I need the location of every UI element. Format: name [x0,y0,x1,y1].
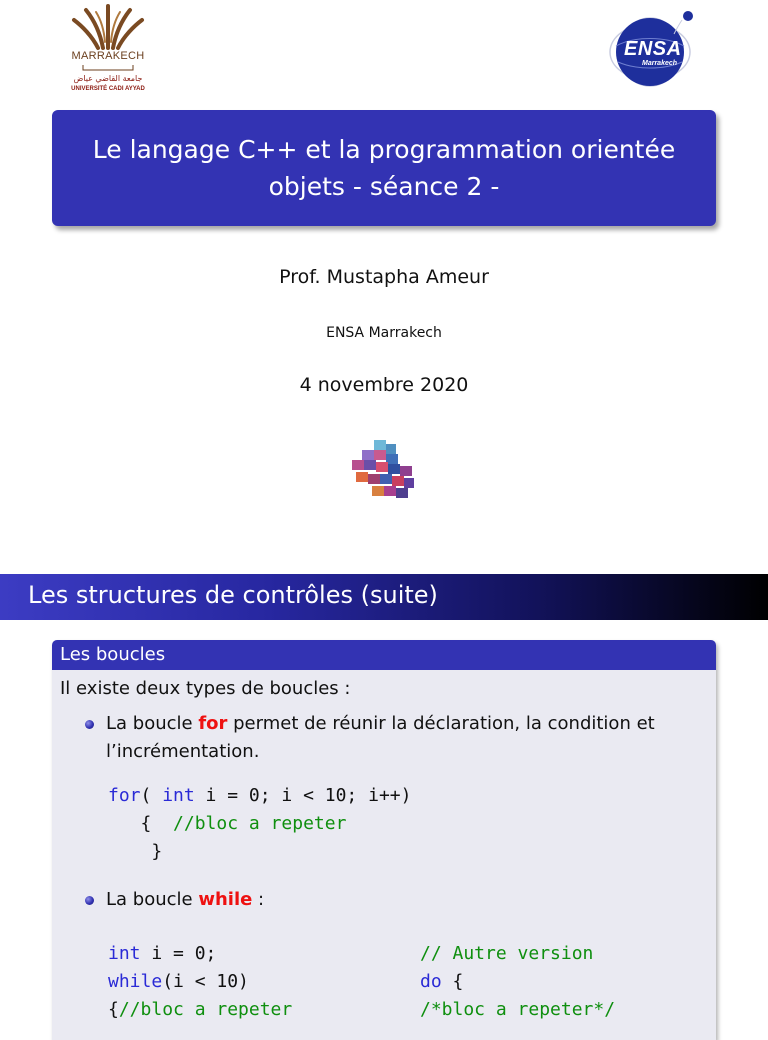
code-comment: /*bloc a repeter*/ [420,999,616,1020]
code-line [420,943,593,964]
content-slide [0,574,768,1024]
code-keyword: do [420,971,442,992]
bullet-for [86,710,706,766]
bullet-while-text [86,886,706,914]
bullet-dot-icon [85,896,94,905]
code-line [108,813,346,834]
code-text: (i < 10) [162,971,249,992]
code-keyword: while [108,971,163,992]
for-keyword: for [198,713,228,734]
bullet-while-suffix: : [252,889,265,910]
while-code-block [108,940,292,1024]
bullet-for-text [86,710,706,766]
bullet-for-prefix: La boucle [106,713,199,734]
code-line [108,943,216,964]
bullet-for-suffix: permet de réunir la déclaration, la condition et l’incrémentation. [106,713,655,762]
frame-title-bar [0,574,768,620]
ensa-logo [604,6,704,92]
code-keyword: int [108,943,141,964]
code-line [108,841,162,862]
code-line [108,785,411,806]
code-keyword: for [108,785,141,806]
bullet-dot-icon [85,720,94,729]
code-line [420,971,463,992]
title-box [52,110,716,226]
institute: ENSA Marrakech [326,325,442,341]
code-line [108,971,249,992]
code-text: { [441,971,464,992]
logo-arabic-name: جامعة القاضي عياض [73,74,143,83]
cube-logo-icon [344,436,420,502]
ensa-logo-text: ENSA [624,38,682,60]
presentation-title: Le langage C++ et la programmation orientée objets - séance 2 - [92,135,676,201]
code-text: } [151,841,163,862]
frame-title: Les structures de contrôles (suite) [28,581,438,609]
code-text: { [108,999,119,1020]
bullet-while-prefix: La boucle [106,889,199,910]
code-text: ( [140,785,163,806]
code-comment: //bloc a repeter [118,999,293,1020]
code-comment: // Autre version [420,943,594,964]
logo-university-name: UNIVERSITÉ CADI AYYAD [71,86,145,92]
block-title: Les boucles [60,644,166,665]
ensa-logo-subtext: Marrakech [642,60,678,67]
logo-bracket-icon [82,65,134,71]
block-title-bar [52,640,716,670]
cadi-ayyad-logo [62,2,154,94]
code-line [108,999,292,1020]
logo-city-name: MARRAKECH [71,50,145,62]
date: 4 novembre 2020 [299,374,469,396]
code-comment: //bloc a repeter [173,813,347,834]
do-while-code-block [420,940,615,1024]
code-text: { [140,813,174,834]
bullet-while [86,886,706,914]
code-line [420,999,615,1020]
author: Prof. Mustapha Ameur [279,266,489,288]
intro-text: Il existe deux types de boucles : [60,678,351,699]
while-keyword: while [198,889,253,910]
code-keyword: int [162,785,195,806]
code-text: i = 0; i < 10; i++) [194,785,412,806]
for-code-block [108,782,411,866]
code-text: i = 0; [140,943,217,964]
palm-emblem-icon [70,2,146,52]
